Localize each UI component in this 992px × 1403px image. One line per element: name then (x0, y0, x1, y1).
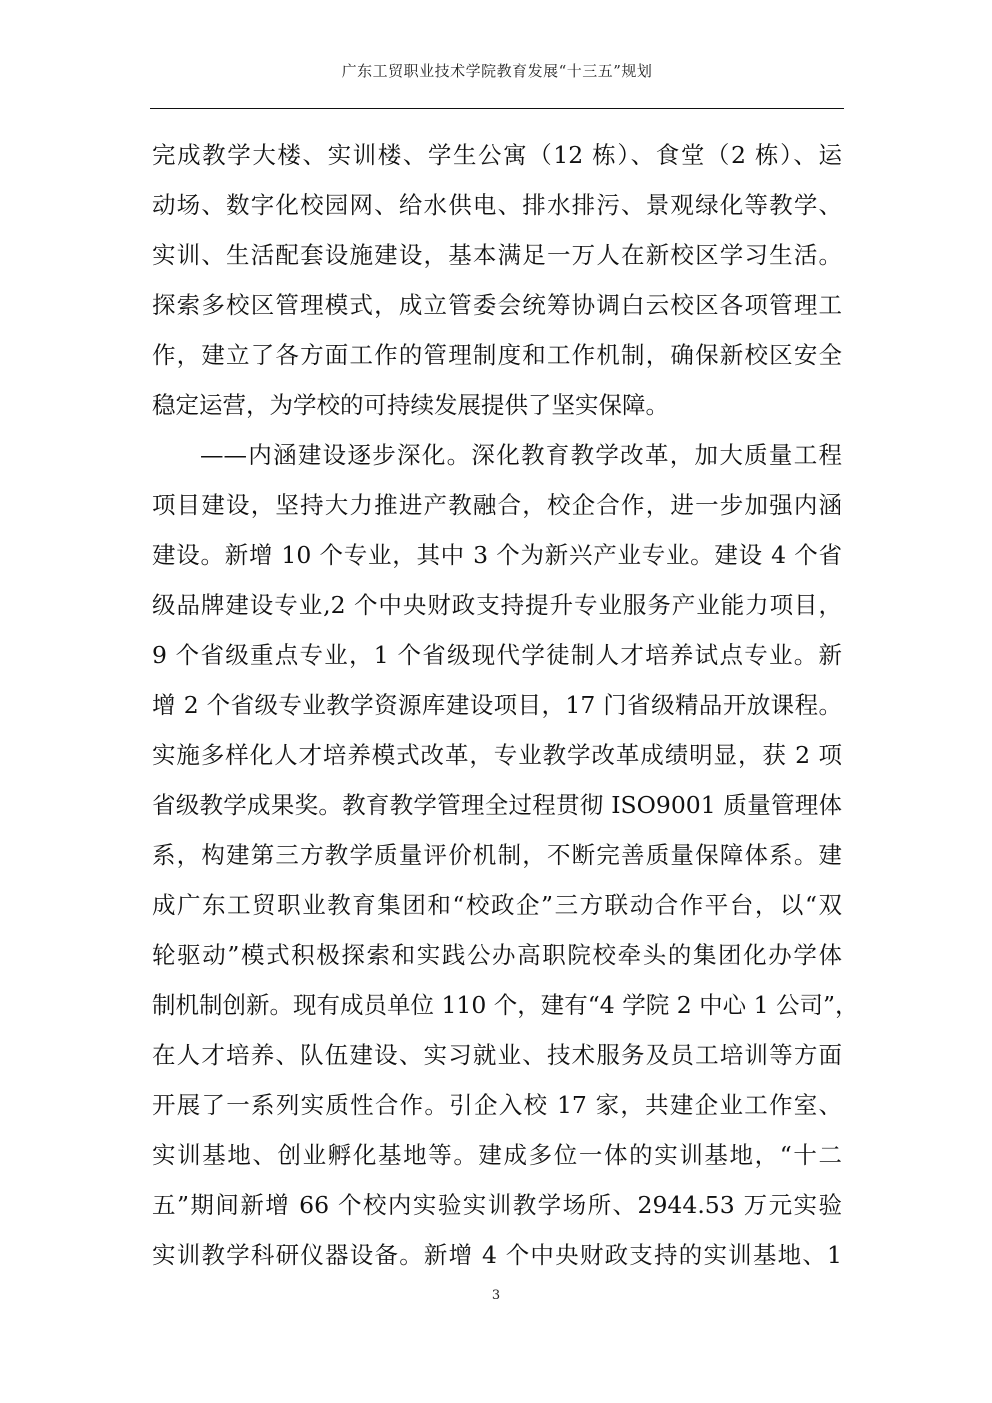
text-line: 在人才培养、队伍建设、实习就业、技术服务及员工培训等方面 (152, 1041, 842, 1069)
text-line: 级品牌建设专业,2 个中央财政支持提升专业服务产业能力项目， (152, 591, 842, 619)
header-divider (150, 108, 844, 109)
body-text (152, 130, 859, 1280)
text-line: 动场、数字化校园网、给水供电、排水排污、景观绿化等教学、 (152, 191, 842, 219)
running-header: 广东工贸职业技术学院教育发展“十三五”规划 (341, 62, 653, 80)
text-line: 轮驱动”模式积极探索和实践公办高职院校牵头的集团化办学体 (152, 941, 842, 969)
text-line: 实训教学科研仪器设备。新增 4 个中央财政支持的实训基地、1 (152, 1241, 842, 1269)
text-line: 成广东工贸职业教育集团和“校政企”三方联动合作平台，以“双 (152, 891, 842, 919)
text-line: 实训、生活配套设施建设，基本满足一万人在新校区学习生活。 (152, 241, 842, 269)
text-line: 增 2 个省级专业教学资源库建设项目，17 门省级精品开放课程。 (152, 691, 842, 719)
text-line: 作，建立了各方面工作的管理制度和工作机制，确保新校区安全 (152, 341, 842, 369)
text-line: 实施多样化人才培养模式改革，专业教学改革成绩明显，获 2 项 (152, 741, 842, 769)
paragraph-first-line: ——内涵建设逐步深化。深化教育教学改革，加大质量工程 (200, 441, 842, 469)
text-line: 制机制创新。现有成员单位 110 个，建有“4 学院 2 中心 1 公司”， (152, 991, 859, 1019)
text-line: 项目建设，坚持大力推进产教融合，校企合作，进一步加强内涵 (152, 491, 842, 519)
page-number: 3 (491, 1288, 501, 1303)
text-line: 完成教学大楼、实训楼、学生公寓（12 栋）、食堂（2 栋）、运 (152, 141, 842, 169)
text-line: 省级教学成果奖。教育教学管理全过程贯彻 ISO9001 质量管理体 (152, 791, 842, 819)
text-line: 实训基地、创业孵化基地等。建成多位一体的实训基地，“十二 (152, 1141, 842, 1169)
text-line: 建设。新增 10 个专业，其中 3 个为新兴产业专业。建设 4 个省 (152, 541, 842, 569)
text-line: 系，构建第三方教学质量评价机制，不断完善质量保障体系。建 (152, 841, 842, 869)
text-line: 9 个省级重点专业，1 个省级现代学徒制人才培养试点专业。新 (152, 641, 842, 669)
text-line: 五”期间新增 66 个校内实验实训教学场所、2944.53 万元实验 (152, 1191, 842, 1219)
paragraph-last-line: 稳定运营，为学校的可持续发展提供了坚实保障。 (152, 391, 669, 419)
text-line: 开展了一系列实质性合作。引企入校 17 家，共建企业工作室、 (152, 1091, 842, 1119)
text-line: 探索多校区管理模式，成立管委会统筹协调白云校区各项管理工 (152, 291, 842, 319)
